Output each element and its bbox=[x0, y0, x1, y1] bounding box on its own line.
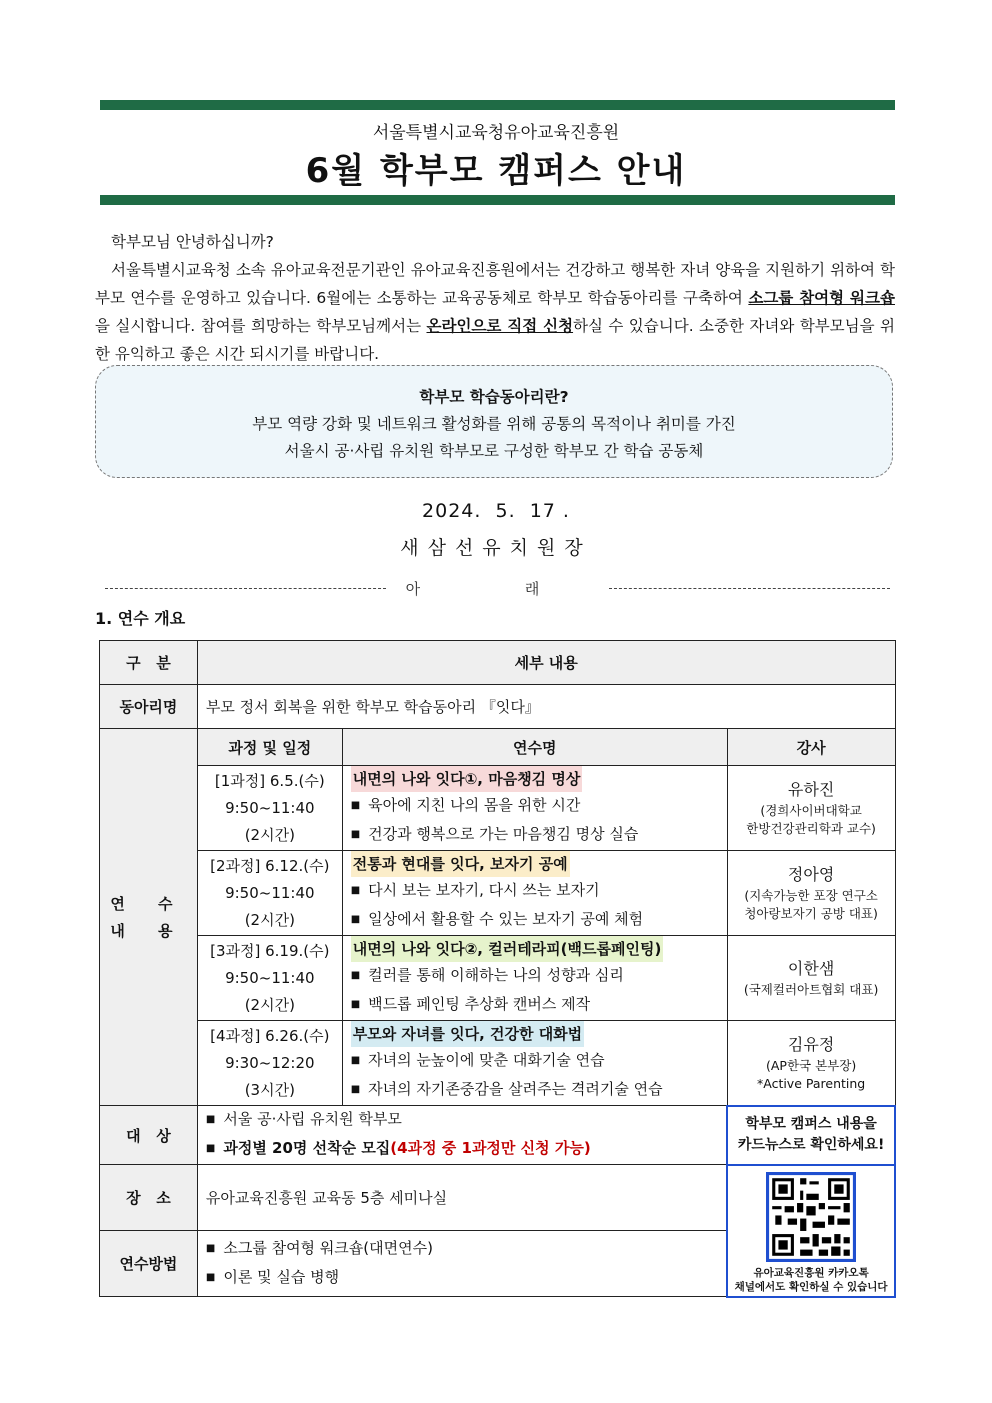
session-time: 9:30~12:20 bbox=[225, 1053, 315, 1072]
qr-code[interactable] bbox=[766, 1172, 856, 1262]
course-row-3 bbox=[100, 936, 896, 1021]
session-hours: (3시간) bbox=[244, 1080, 295, 1099]
method-bullet: ■ 소그룹 참여형 워크숍(대면연수) bbox=[206, 1235, 718, 1264]
course-instructor bbox=[727, 766, 895, 851]
instructor-affiliation: *Active Parenting bbox=[756, 1075, 866, 1091]
session-date: [4과정] 6.26.(수) bbox=[210, 1026, 330, 1045]
info-box-title: 학부모 학습동아리란? bbox=[419, 388, 569, 406]
course-bullet: ■ 육아에 지친 나의 몸을 위한 시간 bbox=[351, 792, 719, 821]
course-content bbox=[342, 851, 727, 936]
session-hours: (2시간) bbox=[244, 910, 295, 929]
cardnews-notice bbox=[727, 1106, 895, 1165]
instructor-affiliation: 청아랑보자기 공방 대표) bbox=[744, 906, 878, 921]
course-schedule bbox=[197, 936, 342, 1021]
course-title: 내면의 나와 잇다①, 마음챙김 명상 bbox=[351, 766, 583, 792]
header-category: 구 분 bbox=[100, 641, 198, 685]
target-content bbox=[197, 1106, 727, 1165]
document-date: 2024. 5. 17 . bbox=[422, 500, 570, 522]
target-label: 대 상 bbox=[100, 1106, 198, 1165]
page-title: 6월 학부모 캠퍼스 안내 bbox=[305, 151, 687, 191]
course-bullet: ■ 자녀의 자기존중감을 살려주는 격려기술 연습 bbox=[351, 1076, 719, 1105]
separator-label: 아 래 bbox=[405, 580, 590, 598]
cardnews-line-1: 학부모 캠퍼스 내용을 bbox=[745, 1116, 877, 1132]
session-time: 9:50~11:40 bbox=[225, 968, 315, 987]
course-instructor bbox=[727, 1021, 895, 1106]
intro-emphasis-2: 온라인으로 직접 신청 bbox=[426, 317, 574, 335]
intro-text bbox=[95, 228, 895, 368]
sub-header-course: 연수명 bbox=[342, 729, 727, 766]
qr-section bbox=[727, 1165, 895, 1297]
instructor-name: 유하진 bbox=[787, 780, 835, 799]
content-label bbox=[100, 729, 198, 1106]
instructor-name: 이한샘 bbox=[787, 959, 835, 978]
course-bullet: ■ 컬러를 통해 이해하는 나의 성향과 심리 bbox=[351, 962, 719, 991]
course-bullet: ■ 백드롭 페인팅 추상화 캔버스 제작 bbox=[351, 991, 719, 1020]
session-time: 9:50~11:40 bbox=[225, 883, 315, 902]
place-label: 장 소 bbox=[100, 1165, 198, 1231]
course-title: 내면의 나와 잇다②, 컬러테라피(백드롭페인팅) bbox=[351, 936, 664, 962]
content-label-line-2: 내 용 bbox=[110, 922, 187, 940]
instructor-affiliation: (AP한국 본부장) bbox=[766, 1057, 857, 1073]
course-title: 부모와 자녀를 잇다, 건강한 대화법 bbox=[351, 1021, 584, 1047]
info-box-line-2: 서울시 공·사립 유치원 학부모로 구성한 학부모 간 학습 공동체 bbox=[284, 442, 704, 460]
course-content bbox=[342, 936, 727, 1021]
course-schedule bbox=[197, 851, 342, 936]
session-time: 9:50~11:40 bbox=[225, 798, 315, 817]
course-bullet: ■ 다시 보는 보자기, 다시 쓰는 보자기 bbox=[351, 877, 719, 906]
intro-emphasis-1: 소그룹 참여형 워크숍 bbox=[748, 289, 895, 307]
qr-caption-1: 유아교육진흥원 카카오톡 bbox=[753, 1266, 869, 1279]
info-box-line-1: 부모 역량 강화 및 네트워크 활성화를 위해 공통의 목적이나 취미를 가진 bbox=[252, 415, 736, 433]
cardnews-line-2: 카드뉴스로 확인하세요! bbox=[737, 1137, 885, 1153]
place-value: 유아교육진흥원 교육동 5층 세미나실 bbox=[197, 1165, 727, 1231]
info-box bbox=[95, 365, 893, 478]
course-bullet: ■ 자녀의 눈높이에 맞춘 대화기술 연습 bbox=[351, 1047, 719, 1076]
session-hours: (2시간) bbox=[244, 825, 295, 844]
section-heading: 1. 연수 개요 bbox=[95, 609, 186, 628]
separator-line-right bbox=[609, 588, 890, 589]
course-content bbox=[342, 766, 727, 851]
method-label: 연수방법 bbox=[100, 1231, 198, 1297]
course-row-1 bbox=[100, 766, 896, 851]
course-content bbox=[342, 1021, 727, 1106]
course-row-2 bbox=[100, 851, 896, 936]
instructor-name: 정아영 bbox=[787, 865, 835, 884]
intro-part-3: 하실 수 있습니다. 소중한 자녀와 학부모님을 위한 유익하고 좋은 시간 되시기를 바랍니다. bbox=[95, 317, 895, 363]
session-hours: (2시간) bbox=[244, 995, 295, 1014]
course-title: 전통과 현대를 잇다, 보자기 공예 bbox=[351, 851, 570, 877]
method-bullet: ■ 이론 및 실습 병행 bbox=[206, 1264, 718, 1293]
sub-header-schedule: 과정 및 일정 bbox=[197, 729, 342, 766]
course-row-4 bbox=[100, 1021, 896, 1106]
school-signature: 새삼선유치원장 bbox=[400, 537, 592, 559]
organization-name: 서울특별시교육청유아교육진흥원 bbox=[372, 123, 620, 143]
method-content bbox=[197, 1231, 727, 1297]
target-bullet: ■ 서울 공·사립 유치원 학부모 bbox=[206, 1106, 718, 1135]
intro-paragraph bbox=[95, 256, 895, 368]
overview-table bbox=[99, 640, 896, 1298]
session-date: [2과정] 6.12.(수) bbox=[210, 856, 330, 875]
target-recruit: 과정별 20명 선착순 모집 bbox=[223, 1139, 391, 1157]
session-date: [3과정] 6.19.(수) bbox=[210, 941, 330, 960]
instructor-affiliation: (국제컬러아트협회 대표) bbox=[743, 982, 879, 997]
header-detail: 세부 내용 bbox=[197, 641, 895, 685]
sub-header-instructor: 강사 bbox=[727, 729, 895, 766]
intro-part-1: 서울특별시교육청 소속 유아교육전문기관인 유아교육진흥원에서는 건강하고 행복한 자녀 양육을 지원하기 위하여 학부모 연수를 운영하고 있습니다. 6월에는 소통하는 교육공동체로 학부모 학습동아리를 구축하여 bbox=[95, 261, 895, 307]
instructor-affiliation: 한방건강관리학과 교수) bbox=[746, 821, 876, 836]
instructor-affiliation: (경희사이버대학교 bbox=[760, 803, 862, 818]
instructor-affiliation: (지속가능한 포장 연구소 bbox=[744, 888, 878, 903]
content-label-line-1: 연 수 bbox=[110, 895, 187, 913]
course-instructor bbox=[727, 936, 895, 1021]
course-schedule bbox=[197, 766, 342, 851]
instructor-name: 김유정 bbox=[787, 1034, 835, 1054]
greeting: 학부모님 안녕하십니까? bbox=[111, 233, 274, 251]
course-bullet: ■ 일상에서 활용할 수 있는 보자기 공예 체험 bbox=[351, 906, 719, 935]
session-date: [1과정] 6.5.(수) bbox=[214, 771, 325, 790]
qr-caption-2: 채널에서도 확인하실 수 있습니다 bbox=[734, 1280, 888, 1293]
separator bbox=[105, 578, 890, 599]
club-name: 부모 정서 회복을 위한 학부모 학습동아리 『잇다』 bbox=[197, 685, 895, 729]
top-bar bbox=[100, 100, 895, 110]
course-instructor bbox=[727, 851, 895, 936]
course-bullet: ■ 건강과 행복으로 가는 마음챙김 명상 실습 bbox=[351, 821, 719, 850]
intro-part-2: 을 실시합니다. 참여를 희망하는 학부모님께서는 bbox=[95, 317, 422, 335]
course-schedule bbox=[197, 1021, 342, 1106]
target-limit-note: (4과정 중 1과정만 신청 가능) bbox=[390, 1139, 591, 1157]
target-bullet bbox=[206, 1135, 718, 1164]
bottom-bar bbox=[100, 195, 895, 205]
club-label: 동아리명 bbox=[100, 685, 198, 729]
separator-line-left bbox=[105, 588, 386, 589]
